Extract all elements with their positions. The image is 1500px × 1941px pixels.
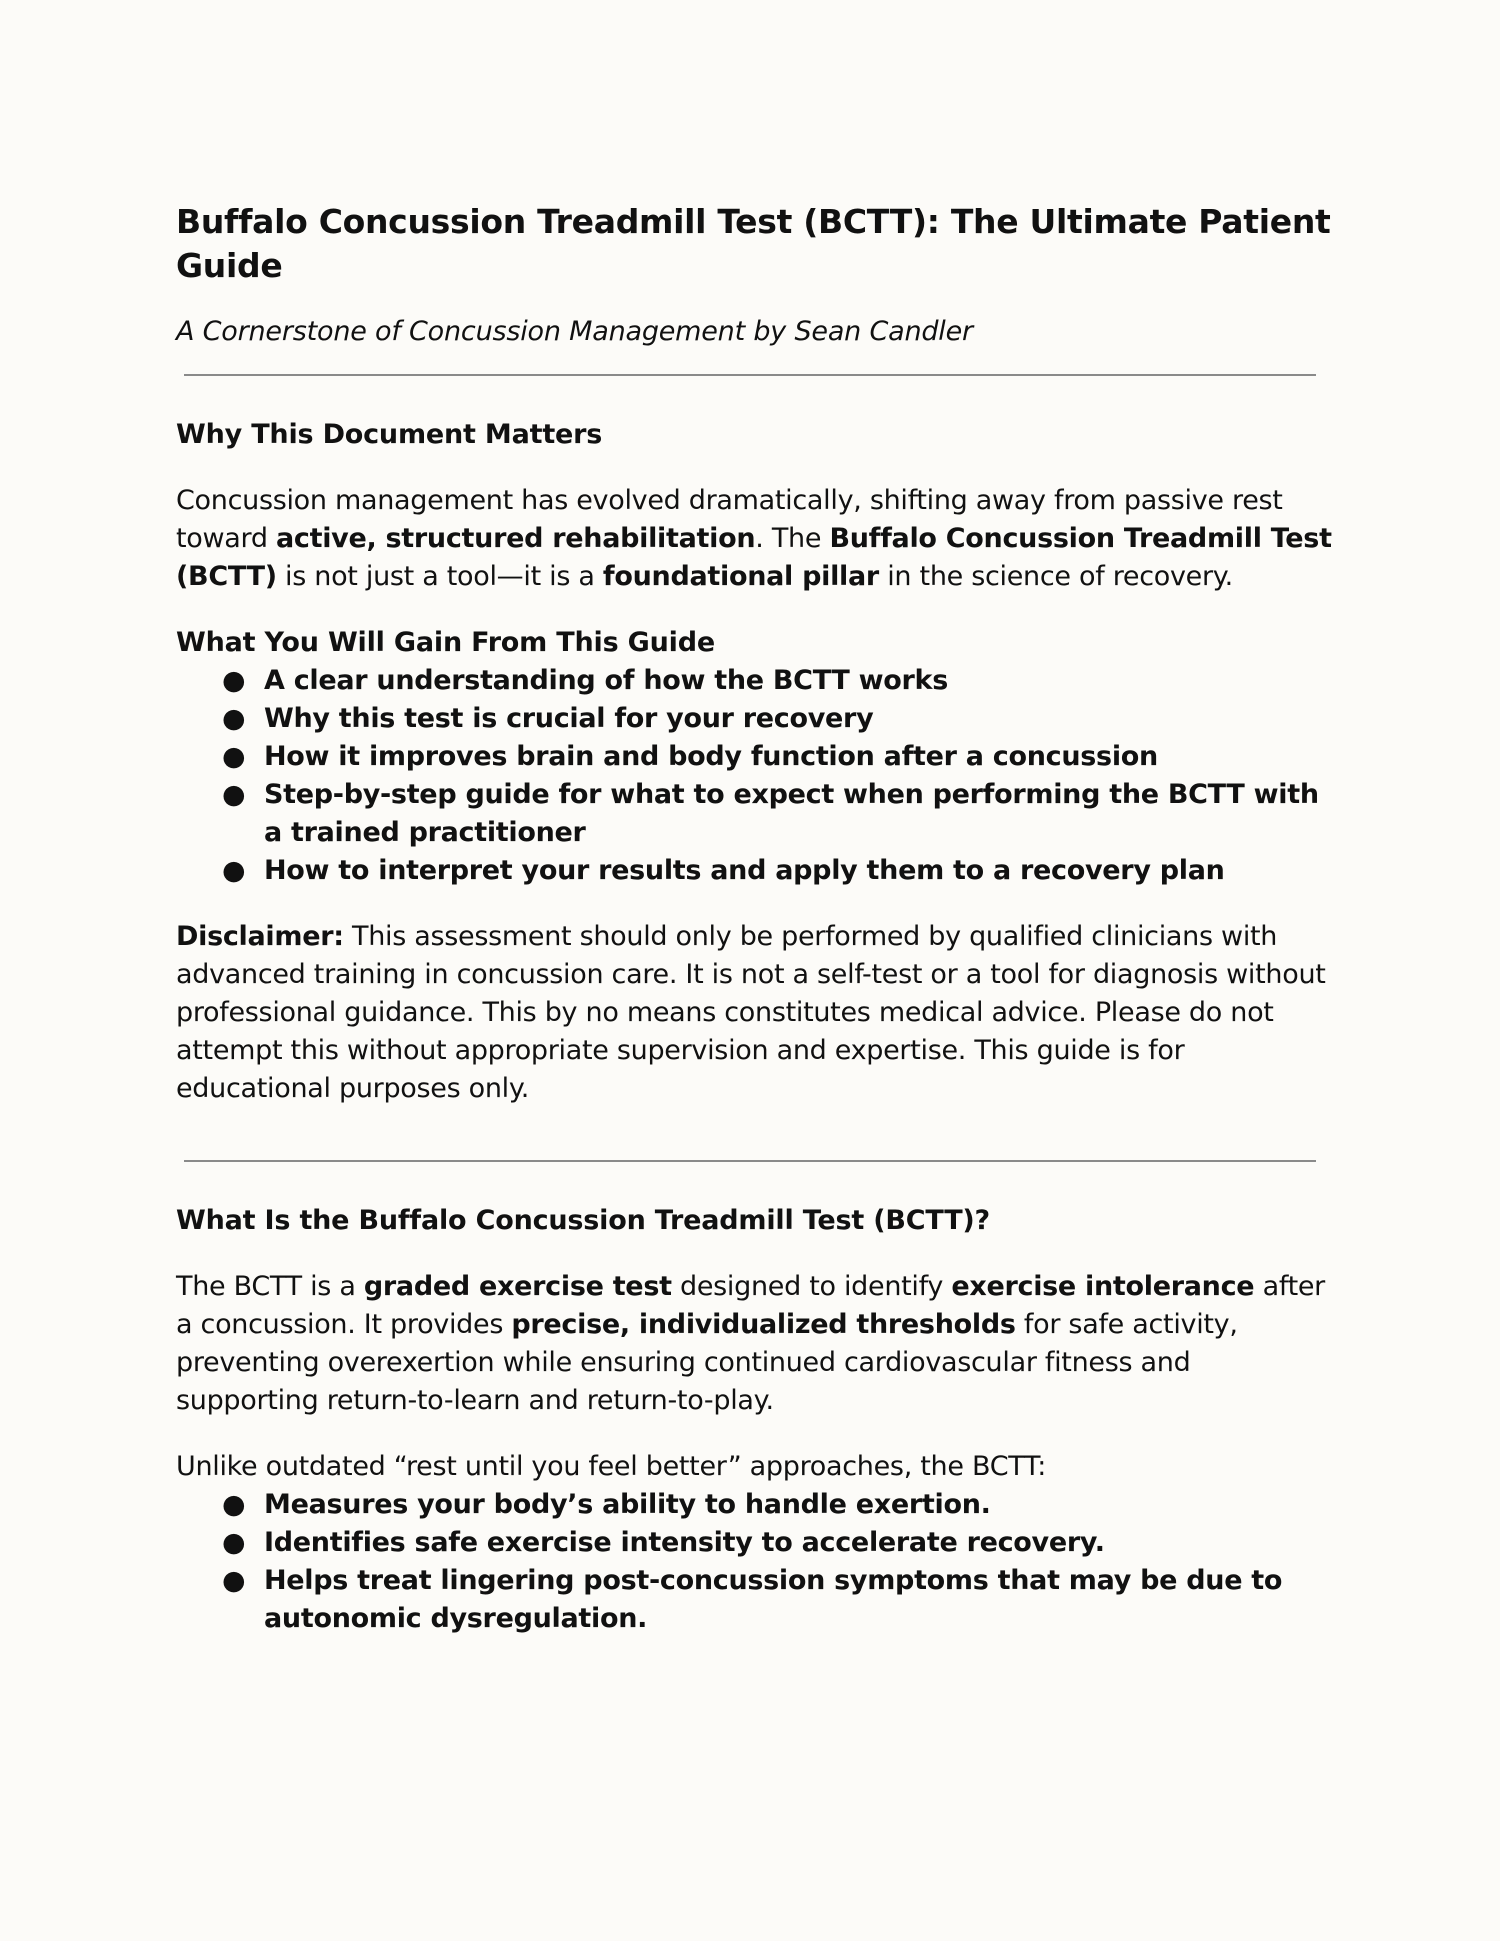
- bullet-icon: ●: [222, 703, 246, 734]
- text-run: after a concussion. It provides: [176, 1271, 1325, 1340]
- bullet-icon: ●: [222, 1489, 246, 1520]
- section-heading-what: What Is the Buffalo Concussion Treadmill Test (BCTT)?: [176, 1205, 991, 1236]
- document-subtitle: A Cornerstone of Concussion Management by Sean Candler: [176, 316, 973, 347]
- section-heading-why: Why This Document Matters: [176, 419, 603, 450]
- text-run: . The: [755, 523, 830, 554]
- text-run: designed to identify: [671, 1271, 952, 1302]
- list-item-text: How it improves brain and body function after a concussion: [264, 741, 1158, 772]
- list-item-text: Why this test is crucial for your recovery: [264, 703, 874, 734]
- text-run: Concussion management has evolved dramatically, shifting away from passive rest toward: [176, 485, 1283, 554]
- what-paragraph-2: Unlike outdated “rest until you feel better” approaches, the BCTT:: [176, 1451, 1047, 1482]
- list-item-text: How to interpret your results and apply them to a recovery plan: [264, 855, 1225, 886]
- bullet-icon: ●: [222, 1527, 246, 1558]
- document-title: Buffalo Concussion Treadmill Test (BCTT): The Ultimate Patient Guide: [176, 202, 1331, 285]
- bold-run: precise, individualized thresholds: [511, 1309, 1016, 1340]
- bullet-icon: ●: [222, 855, 246, 886]
- bold-run: foundational pillar: [602, 561, 879, 592]
- list-item: [176, 700, 1336, 738]
- list-item-text: Identifies safe exercise intensity to accelerate recovery.: [264, 1527, 1105, 1558]
- bold-run: active, structured rehabilitation: [275, 523, 756, 554]
- bullet-icon: ●: [222, 665, 246, 696]
- bold-run: exercise intolerance: [951, 1271, 1255, 1302]
- why-paragraph: [176, 482, 1336, 596]
- bullet-icon: ●: [222, 779, 246, 810]
- text-run: The BCTT is a: [176, 1271, 364, 1302]
- list-item-text: Measures your body’s ability to handle exertion.: [264, 1489, 991, 1520]
- horizontal-divider: [184, 374, 1316, 376]
- what-paragraph-1: [176, 1268, 1336, 1420]
- bold-run: graded exercise test: [363, 1271, 672, 1302]
- list-item-text: Helps treat lingering post-concussion symptoms that may be due to autonomic dysregulation.: [264, 1565, 1283, 1634]
- text-run: for safe activity, preventing overexertion while ensuring continued cardiovascular fitness and supporting return-to-learn and return-to-play.: [176, 1309, 1238, 1416]
- list-item: [176, 1486, 1336, 1524]
- bullet-icon: ●: [222, 741, 246, 772]
- bctt-benefits-list: [176, 1486, 1336, 1638]
- text-run: in the science of recovery.: [878, 561, 1233, 592]
- list-item: [176, 662, 1336, 700]
- list-item-text: Step-by-step guide for what to expect when performing the BCTT with a trained practitioner: [264, 779, 1319, 848]
- section-heading-gain: What You Will Gain From This Guide: [176, 627, 715, 658]
- gain-list: [176, 662, 1336, 890]
- disclaimer-label: Disclaimer:: [176, 921, 344, 952]
- disclaimer-paragraph: [176, 918, 1336, 1108]
- bold-run: Buffalo Concussion Treadmill Test (BCTT): [176, 523, 1332, 592]
- bullet-icon: ●: [222, 1565, 246, 1596]
- list-item: [176, 776, 1336, 852]
- text-run: is not just a tool—it is a: [276, 561, 603, 592]
- horizontal-divider: [184, 1160, 1316, 1162]
- list-item: [176, 1562, 1336, 1638]
- disclaimer-text: This assessment should only be performed by qualified clinicians with advanced training in concussion care. It is not a self-test or a tool for diagnosis without professional guidance. This by no means constitutes medical advice. Please do not attempt this without appropriate supervision and expertise. This guide is for educational purposes only.: [176, 921, 1326, 1104]
- list-item: [176, 1524, 1336, 1562]
- document-page: [176, 200, 1336, 1638]
- list-item-text: A clear understanding of how the BCTT works: [264, 665, 948, 696]
- list-item: [176, 852, 1336, 890]
- list-item: [176, 738, 1336, 776]
